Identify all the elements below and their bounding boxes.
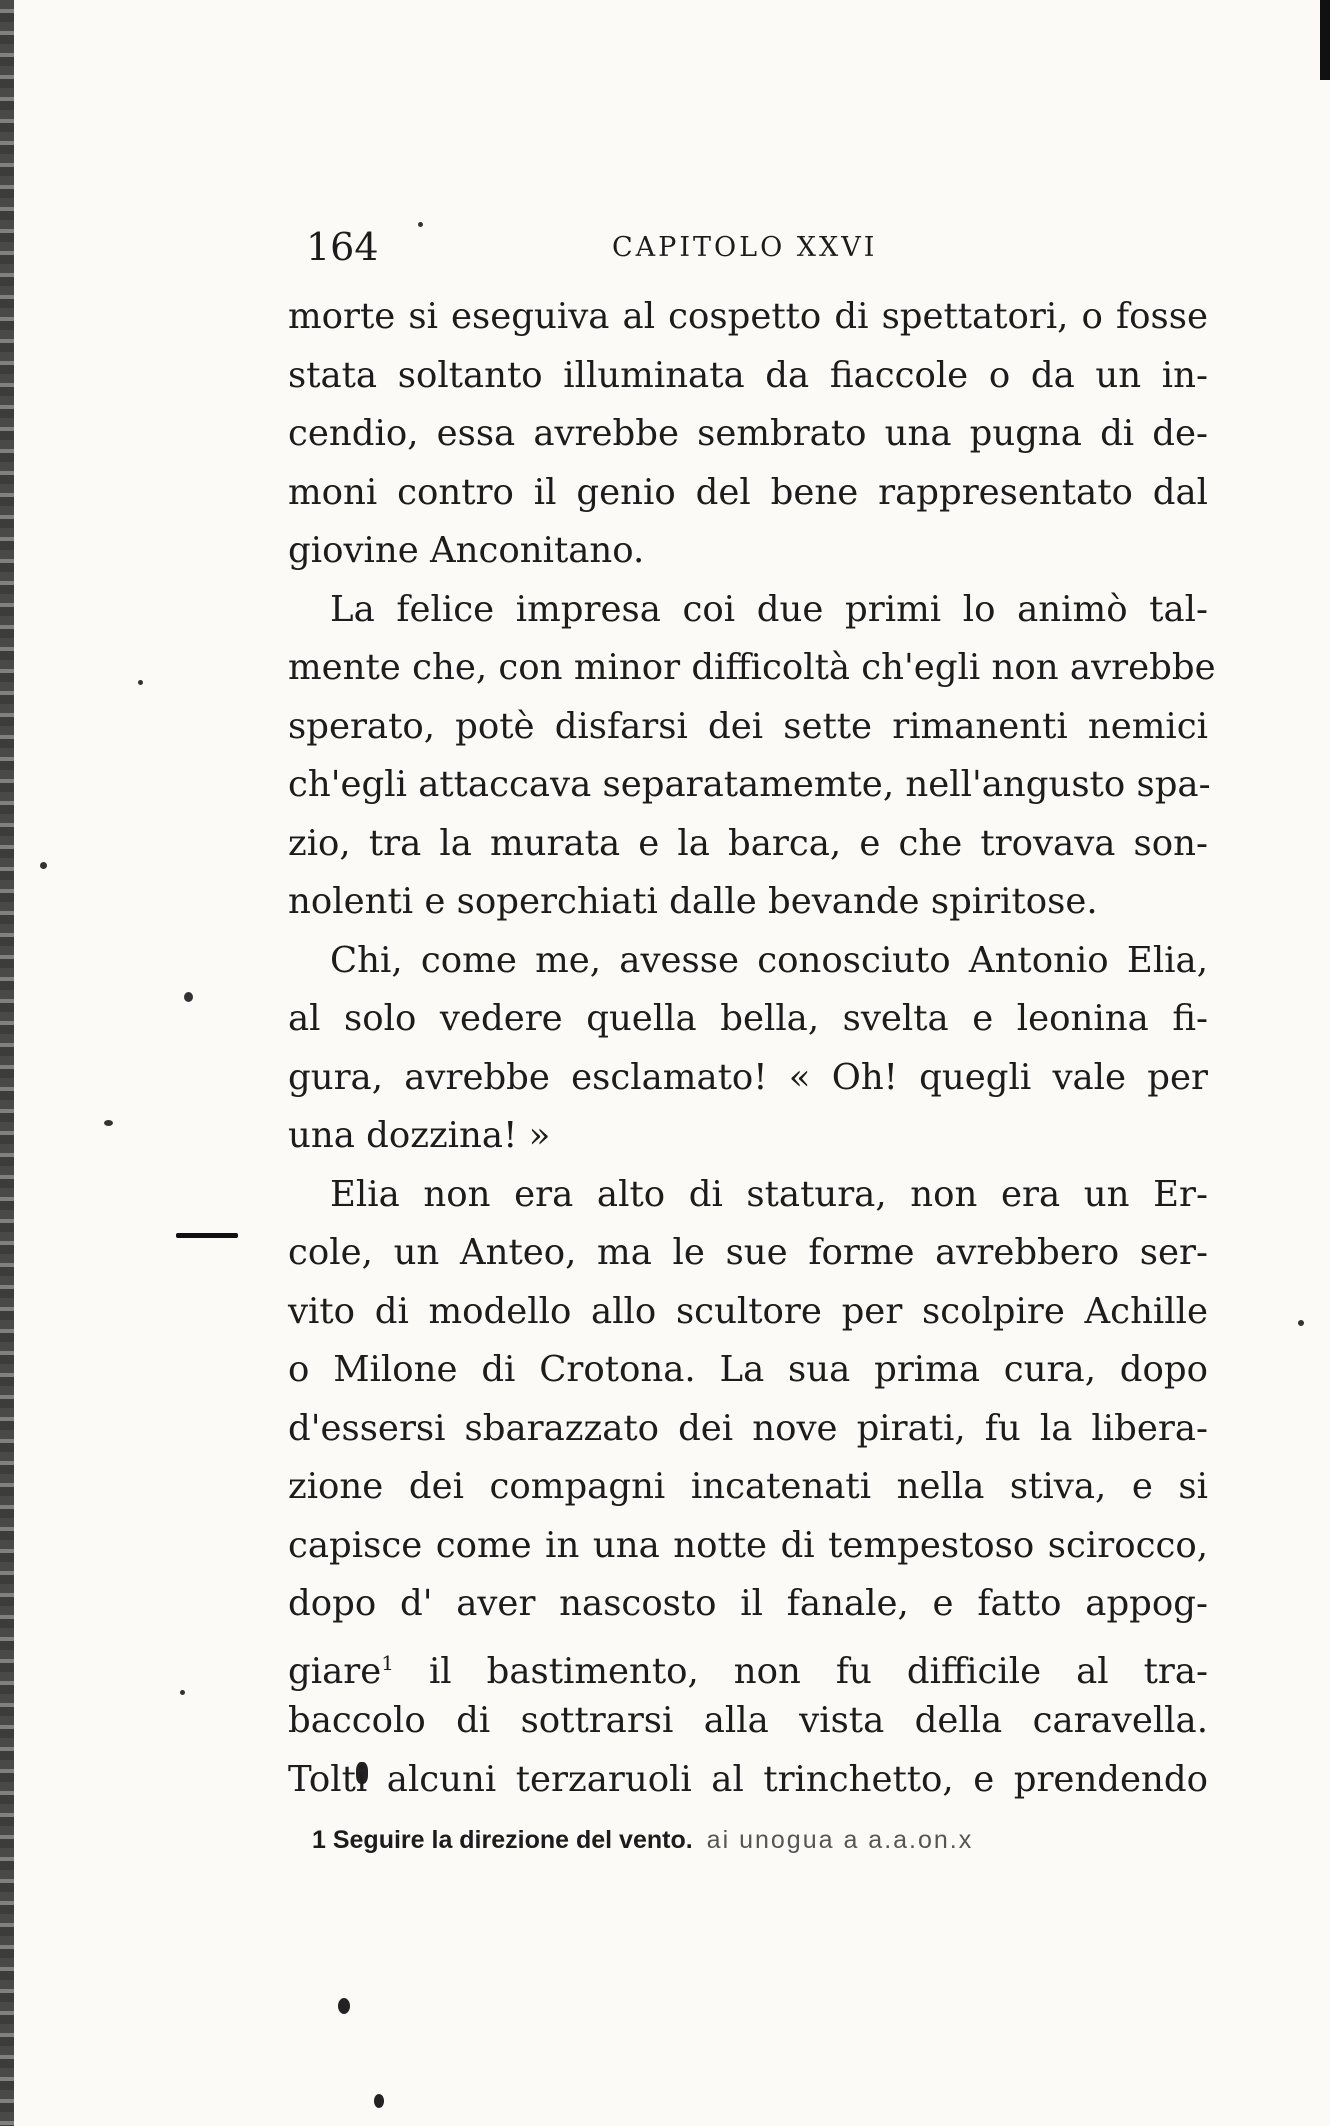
text-line: mente che, con minor difficoltà ch'egli non avrebbe [288,647,1216,688]
text-line: capisce come in una notte di tempestoso scirocco, [288,1524,1208,1566]
text-line: d'essersi sbarazzato dei nove pirati, fu la libera- [288,1407,1208,1449]
text-segment: giare [288,1650,382,1692]
footnote-reference: 1 [381,1650,394,1675]
footnote [312,1822,973,1858]
chapter-title: CAPITOLO XXVI [612,232,878,263]
paragraph-start-line: Elia non era alto di statura, non era un Er- [330,1173,1208,1215]
paragraph-start-line: La felice impresa coi due primi lo animò tal- [330,588,1208,630]
text-line: nolenti e soperchiati dalle bevande spiritose. [288,881,1098,922]
scan-speck [1298,1320,1304,1326]
scan-right-edge [1320,0,1330,80]
bleed-through-text: ai unogua a a.a.on.x [706,1826,974,1854]
running-head [306,222,1206,272]
scan-left-edge [0,0,14,2126]
text-line: vito di modello allo scultore per scolpire Achille [288,1290,1208,1332]
scan-speck [180,1690,185,1695]
text-line: dopo d' aver nascosto il fanale, e fatto appog- [288,1583,1208,1624]
text-line: Tolti alcuni terzaruoli al trinchetto, e prendendo [288,1758,1208,1800]
scan-speck [184,992,193,1002]
text-line: giovine Anconitano. [288,530,645,571]
text-line: ch'egli attaccava separatamemte, nell'angusto spa- [288,764,1211,805]
text-line: baccolo di sottrarsi alla vista della caravella. [288,1700,1208,1741]
text-line: una dozzina! » [288,1115,551,1156]
text-line: zio, tra la murata e la barca, e che trovava son- [288,822,1208,864]
page-number: 164 [306,225,379,269]
text-line: zione dei compagni incatenati nella stiva, e si [288,1466,1208,1507]
text-segment: il bastimento, non fu difficile al tra- [428,1650,1208,1692]
text-line: cendio, essa avrebbe sembrato una pugna di de- [288,413,1208,454]
footnote-text: 1 Seguire la direzione del vento. [312,1826,693,1854]
scan-dash-mark [176,1233,238,1238]
text-line: o Milone di Crotona. La sua prima cura, dopo [288,1349,1208,1390]
scan-speck [40,862,47,869]
body-text [288,288,1216,1809]
text-line: morte si eseguiva al cospetto di spettatori, o fosse [288,296,1208,337]
paragraph-start-line: Chi, come me, avesse conosciuto Antonio Elia, [330,939,1208,981]
scan-speck [338,1998,350,2014]
text-line: stata soltanto illuminata da fiaccole o da un in- [288,354,1208,396]
scan-speck [138,680,143,685]
scan-speck [374,2094,384,2108]
text-line: gura, avrebbe esclamato! « Oh! quegli vale per [288,1056,1208,1098]
text-line: moni contro il genio del bene rappresentato dal [288,471,1208,513]
text-line: cole, un Anteo, ma le sue forme avrebbero ser- [288,1232,1208,1273]
text-line-with-footnote-ref [288,1634,1208,1693]
scan-speck [104,1120,113,1126]
text-line: sperato, potè disfarsi dei sette rimanenti nemici [288,705,1208,747]
text-line: al solo vedere quella bella, svelta e leonina fi- [288,998,1208,1039]
